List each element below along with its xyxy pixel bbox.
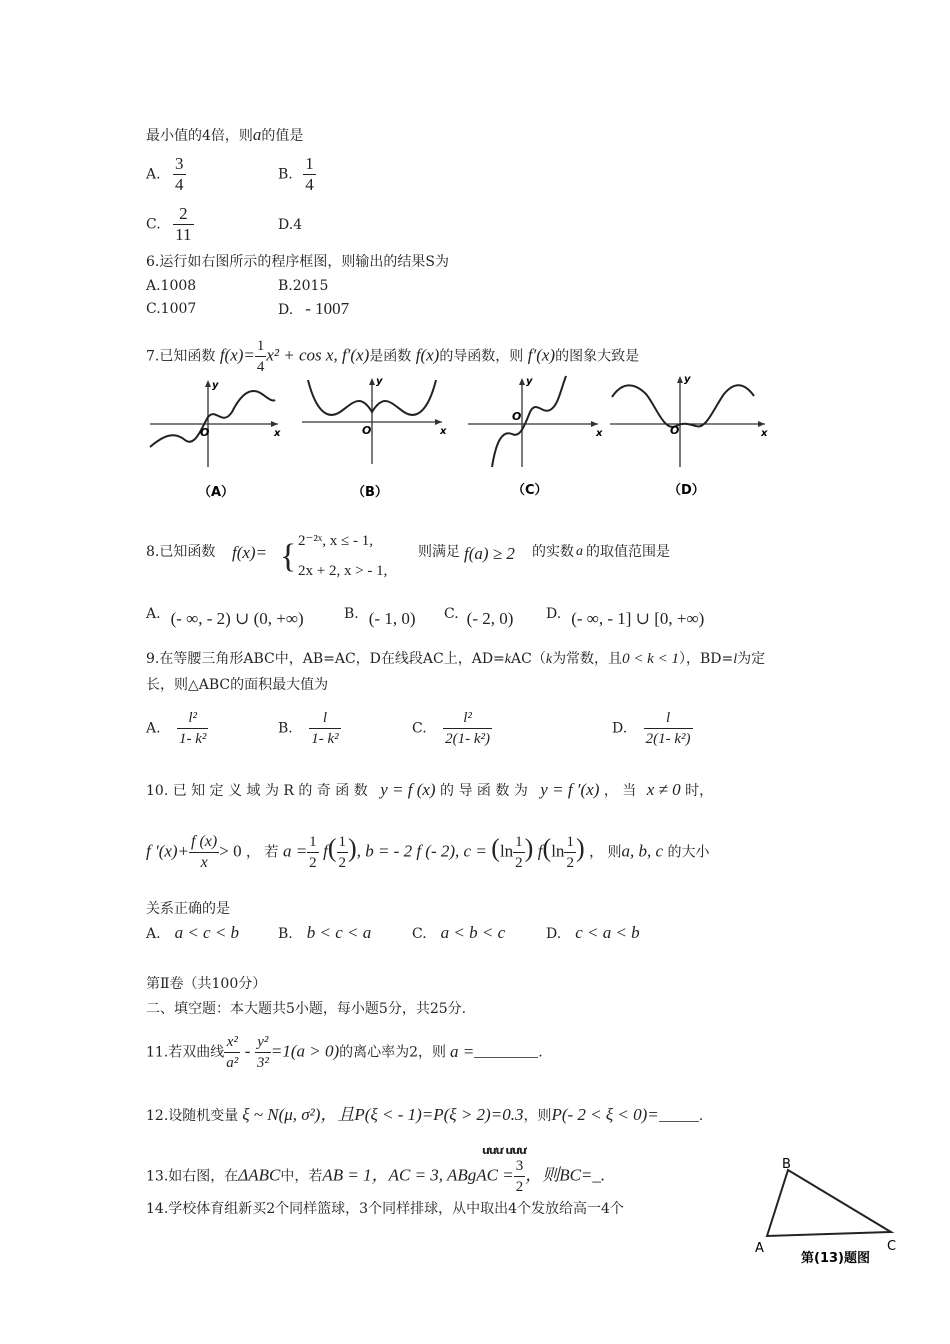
q7-b-x-label: x [440, 426, 447, 437]
q9-line1: 9.在等腰三角形ABC中，AB=AC，D在线段AC上，AD=kAC（k为常数，且0 < k < 1），BD=l为定 [146, 651, 766, 667]
q5-option-a: A. $\frac{3}{4}$ [146, 154, 184, 194]
q9-line2: 长，则△ABC的面积最大值为 [146, 677, 329, 693]
q8-option-a: A. (- ∞, - 2) ∪ (0, +∞) [146, 606, 304, 628]
q10-option-b: B. b < c < a [278, 923, 372, 942]
q6-stem: 6.运行如右图所示的程序框图，则输出的结果S为 [146, 254, 449, 270]
q7-d-origin: O [670, 424, 680, 437]
q7-b-origin: O [362, 424, 372, 437]
q5-option-c: C. $\frac{2}{11}$ [146, 204, 192, 244]
q7-c-caption: （C） [512, 483, 548, 498]
q10-option-d: D. c < a < b [546, 923, 640, 942]
q13-vector-marks: ưưư ưưư [482, 1144, 526, 1157]
q7-a-y-label: y [212, 380, 219, 391]
q7-b-y-label: y [376, 376, 383, 387]
q7-a-x-label: x [274, 428, 281, 439]
q7-graphs [140, 372, 780, 507]
q7-a-caption: （A） [198, 485, 235, 500]
q7-d-y-label: y [684, 374, 691, 385]
q6-option-b: B.2015 [278, 278, 329, 294]
q10-option-c: C. a < b < c [412, 923, 506, 942]
q7-c-y-label: y [526, 376, 533, 387]
q5-option-d: D.4 [278, 217, 303, 233]
q10-line3: 关系正确的是 [146, 901, 230, 917]
q9-option-b: B. $\frac{l}{\text{1- k²}}$ [278, 710, 339, 747]
q6-option-a: A.1008 [146, 278, 197, 294]
q9-option-d: D. $\frac{l}{\text{2(1- k²)}}$ [612, 710, 691, 747]
q8-option-d: D. (- ∞, - 1] ∪ [0, +∞) [546, 606, 705, 628]
q7-stem: 7.已知函数 f(x)= $\frac{1}{4}$ x² + cos x, f′(x)是函数 f(x)的导函数，则 f′(x)的图象大致是 [146, 338, 640, 375]
q7-graph-b [302, 376, 447, 500]
q5-stem: 最小值的4倍，则a的值是 [146, 125, 304, 144]
q7-d-x-label: x [761, 428, 768, 439]
fig13-triangle [755, 1158, 905, 1268]
q10-line2: f ′(x)+ $\frac{f (x)}{x}$ > 0 ， 若 a = $\frac{1}{2}$ f( $\frac{1}{2}$ ), b = - 2 f (- 2), c = (ln $\frac{1}{2}$ ) f(ln $\frac{1}{2}$ ) ， 则a, b, c 的大小 [146, 833, 710, 871]
q7-graph-a [150, 380, 281, 500]
q9-option-a: A. $\frac{\text{l²}}{\text{1- k²}}$ [146, 710, 207, 747]
q6-option-c: C.1007 [146, 301, 197, 317]
q13: 13.如右图，在ΔABC中，若AB = 1，AC = 3, ABgAC = $\frac{3}{2}$ ，则BC=_. [146, 1158, 606, 1195]
q7-a-origin: O [200, 426, 210, 439]
q7-graph-c [468, 376, 603, 498]
q7-graph-d [610, 374, 768, 498]
fig13-vertex-a: A [755, 1241, 764, 1256]
q9-option-c: C. $\frac{\text{l²}}{\text{2(1- k²)}}$ [412, 710, 491, 747]
section-title: 第Ⅱ卷（共100分） [146, 976, 267, 992]
q6-option-d: D. - 1007 [278, 299, 350, 318]
q7-b-caption: （B） [352, 485, 388, 500]
q11: 11.若双曲线 $\frac{\text{x²}}{\text{a²}}$ - $\frac{\text{y²}}{\text{3²}}$ =1(a > 0)的离心率为2，则 a = . [146, 1034, 543, 1071]
section-part2-heading: 二、填空题：本大题共5小题，每小题5分，共25分. [146, 1001, 467, 1017]
q7-d-caption: （D） [668, 483, 705, 498]
q5-option-b: B. $\frac{1}{4}$ [278, 154, 314, 194]
fig13-vertex-c: C [887, 1239, 897, 1254]
fig13-caption: 第(13)题图 [801, 1251, 870, 1266]
q8-option-b: B. (- 1, 0) [344, 606, 416, 628]
q12: 12.设随机变量 ξ ~ N(μ, σ²)，且P(ξ < - 1)=P(ξ > 2)=0.3，则P(- 2 < ξ < 0)= . [146, 1105, 704, 1124]
q8-option-c: C. (- 2, 0) [444, 606, 514, 628]
q10-line1: 10. 已 知 定 义 域 为 R 的 奇 函 数 y = f (x) 的 导 函 数 为 y = f ′(x) ， 当 x ≠ 0 时， [146, 780, 714, 799]
q7-c-origin: O [512, 410, 522, 423]
q14: 14.学校体育组新买2个同样篮球，3个同样排球，从中取出4个发放给高一4个 [146, 1201, 624, 1217]
q10-option-a: A. a < c < b [146, 923, 240, 942]
q7-c-x-label: x [596, 428, 603, 439]
fig13-vertex-b: B [782, 1158, 791, 1172]
